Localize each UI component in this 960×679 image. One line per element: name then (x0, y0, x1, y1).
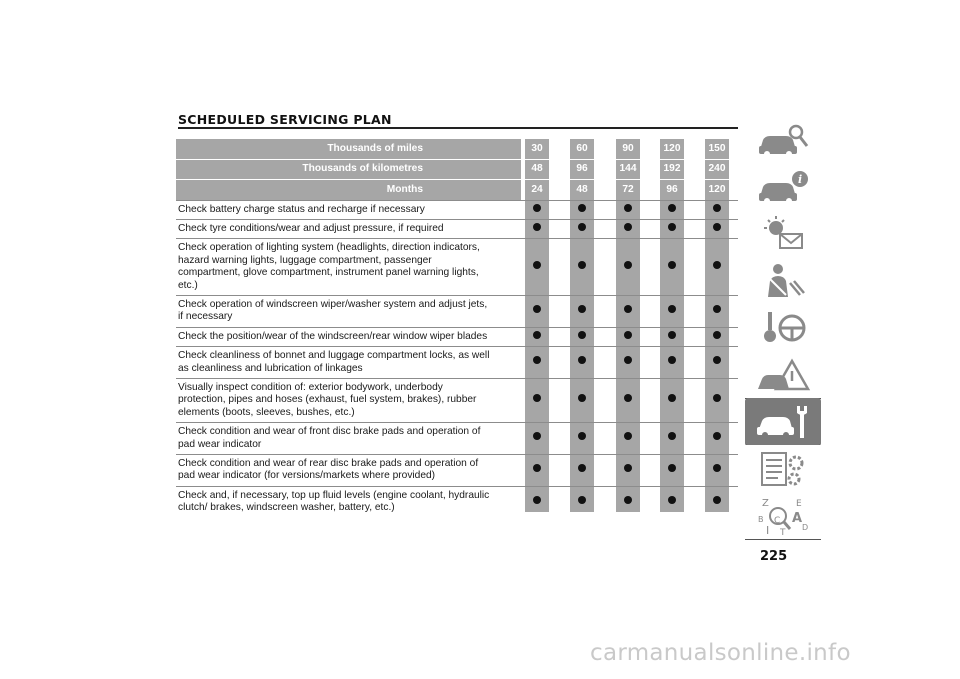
service-dot (713, 496, 721, 504)
header-value: 96 (570, 159, 594, 180)
header-value: 48 (525, 159, 549, 180)
service-dot (624, 432, 632, 440)
person-seatbelt-icon (754, 261, 812, 301)
service-dot (624, 204, 632, 212)
service-dot (668, 261, 676, 269)
service-dot (578, 261, 586, 269)
header-row (176, 139, 738, 159)
header-value: 120 (660, 139, 684, 159)
service-dot (668, 356, 676, 364)
service-dot (578, 204, 586, 212)
header-value: 30 (525, 139, 549, 159)
service-dot (533, 331, 541, 339)
row-description: Check operation of windscreen wiper/washer system and adjust jets, if necessary (176, 295, 521, 327)
header-value: 48 (576, 183, 588, 195)
table-row (176, 347, 738, 379)
table-row (176, 455, 738, 487)
tile-key-steering[interactable] (745, 304, 821, 352)
service-dot (533, 496, 541, 504)
tile-light-mail[interactable] (745, 210, 821, 258)
service-dot (668, 432, 676, 440)
service-dot (624, 464, 632, 472)
service-dot (578, 496, 586, 504)
checklist-gear-icon (754, 449, 812, 489)
header-value: 60 (570, 139, 594, 159)
table-row (176, 378, 738, 422)
row-description: Check battery charge status and recharge if necessary (176, 200, 521, 219)
service-dot (578, 432, 586, 440)
page-number: 225 (760, 549, 788, 564)
row-description: Check cleanliness of bonnet and luggage compartment locks, as well as cleanliness and lubrication of linkages (176, 347, 521, 379)
service-dot (578, 223, 586, 231)
svg-text:C: C (774, 515, 781, 526)
service-dot (713, 464, 721, 472)
watermark: carmanualsonline.info (590, 640, 851, 666)
header-value: 120 (708, 183, 726, 195)
service-dot (713, 261, 721, 269)
svg-text:Z: Z (762, 497, 769, 509)
service-dot (668, 223, 676, 231)
table-row (176, 239, 738, 296)
header-label: Thousands of kilometres (176, 159, 521, 180)
header-label: Months (176, 180, 521, 201)
header-value: 96 (666, 183, 678, 195)
servicing-table (176, 139, 738, 518)
table-row (176, 219, 738, 238)
service-dot (713, 356, 721, 364)
car-warning-icon (754, 355, 812, 395)
header-value: 72 (622, 183, 634, 195)
service-dot (578, 305, 586, 313)
svg-text:A: A (792, 510, 803, 526)
service-dot (668, 496, 676, 504)
header-label: Thousands of miles (176, 139, 521, 159)
header-value: 90 (616, 139, 640, 159)
title-rule (178, 127, 738, 129)
tile-car-wrench[interactable] (745, 398, 821, 446)
service-dot (624, 331, 632, 339)
header-row (176, 159, 738, 180)
key-steering-wheel-icon (754, 308, 812, 348)
car-info-icon (754, 167, 812, 207)
table-row (176, 200, 738, 219)
service-dot (713, 223, 721, 231)
page-title: SCHEDULED SERVICING PLAN (178, 112, 392, 127)
row-description: Visually inspect condition of: exterior bodywork, underbody protection, pipes and hoses (exhaust, fuel system, brakes), rubber elements (boots, sleeves, bushes, etc.) (176, 378, 521, 422)
header-value: 24 (531, 183, 543, 195)
car-wrench-icon (754, 402, 812, 442)
service-dot (578, 331, 586, 339)
tile-index[interactable] (745, 492, 821, 540)
car-search-icon (754, 120, 812, 160)
service-dot (533, 432, 541, 440)
service-dot (624, 496, 632, 504)
svg-text:T: T (780, 527, 786, 536)
row-description: Check the position/wear of the windscreen/rear window wiper blades (176, 327, 521, 346)
service-dot (578, 464, 586, 472)
svg-text:I: I (766, 523, 770, 536)
svg-text:E: E (796, 498, 802, 509)
service-dot (624, 356, 632, 364)
service-dot (624, 261, 632, 269)
service-dot (624, 305, 632, 313)
service-dot (713, 331, 721, 339)
service-dot (533, 305, 541, 313)
table-row (176, 327, 738, 346)
header-value: 192 (660, 159, 684, 180)
alphabet-search-icon (754, 496, 812, 536)
row-description: Check condition and wear of rear disc brake pads and operation of pad wear indicator (for versions/markets where provided) (176, 455, 521, 487)
service-dot (624, 394, 632, 402)
service-dot (533, 356, 541, 364)
table-row (176, 423, 738, 455)
service-dot (533, 261, 541, 269)
svg-text:B: B (758, 514, 764, 524)
service-dot (713, 204, 721, 212)
service-dot (668, 464, 676, 472)
service-dot (533, 394, 541, 402)
service-dot (533, 464, 541, 472)
tile-car-search[interactable] (745, 116, 821, 164)
service-dot (578, 356, 586, 364)
service-dot (533, 223, 541, 231)
tile-seatbelt[interactable] (745, 257, 821, 305)
service-dot (533, 204, 541, 212)
light-mail-icon (754, 214, 812, 254)
header-value: 150 (705, 139, 729, 159)
row-description: Check and, if necessary, top up fluid levels (engine coolant, hydraulic clutch/ brakes, windscreen washer, battery, etc.) (176, 486, 521, 517)
header-value: 240 (705, 159, 729, 180)
service-dot (578, 394, 586, 402)
service-dot (668, 331, 676, 339)
tile-car-warning[interactable] (745, 351, 821, 399)
svg-text:i: i (798, 172, 803, 186)
header-value: 144 (616, 159, 640, 180)
service-dot (713, 305, 721, 313)
service-dot (668, 394, 676, 402)
header-row (176, 180, 738, 201)
table-row (176, 486, 738, 517)
tile-car-info[interactable] (745, 163, 821, 211)
section-sidebar (745, 116, 821, 540)
service-dot (668, 204, 676, 212)
service-dot (624, 223, 632, 231)
service-dot (713, 432, 721, 440)
row-description: Check condition and wear of front disc brake pads and operation of pad wear indicator (176, 423, 521, 455)
svg-text:D: D (802, 522, 809, 532)
row-description: Check tyre conditions/wear and adjust pressure, if required (176, 219, 521, 238)
table-row (176, 295, 738, 327)
tile-checklist[interactable] (745, 445, 821, 493)
service-dot (713, 394, 721, 402)
service-dot (668, 305, 676, 313)
row-description: Check operation of lighting system (headlights, direction indicators, hazard warning lights, luggage compartment, passenger compartment, glove compartment, instrument panel warning lights, etc.) (176, 239, 521, 296)
